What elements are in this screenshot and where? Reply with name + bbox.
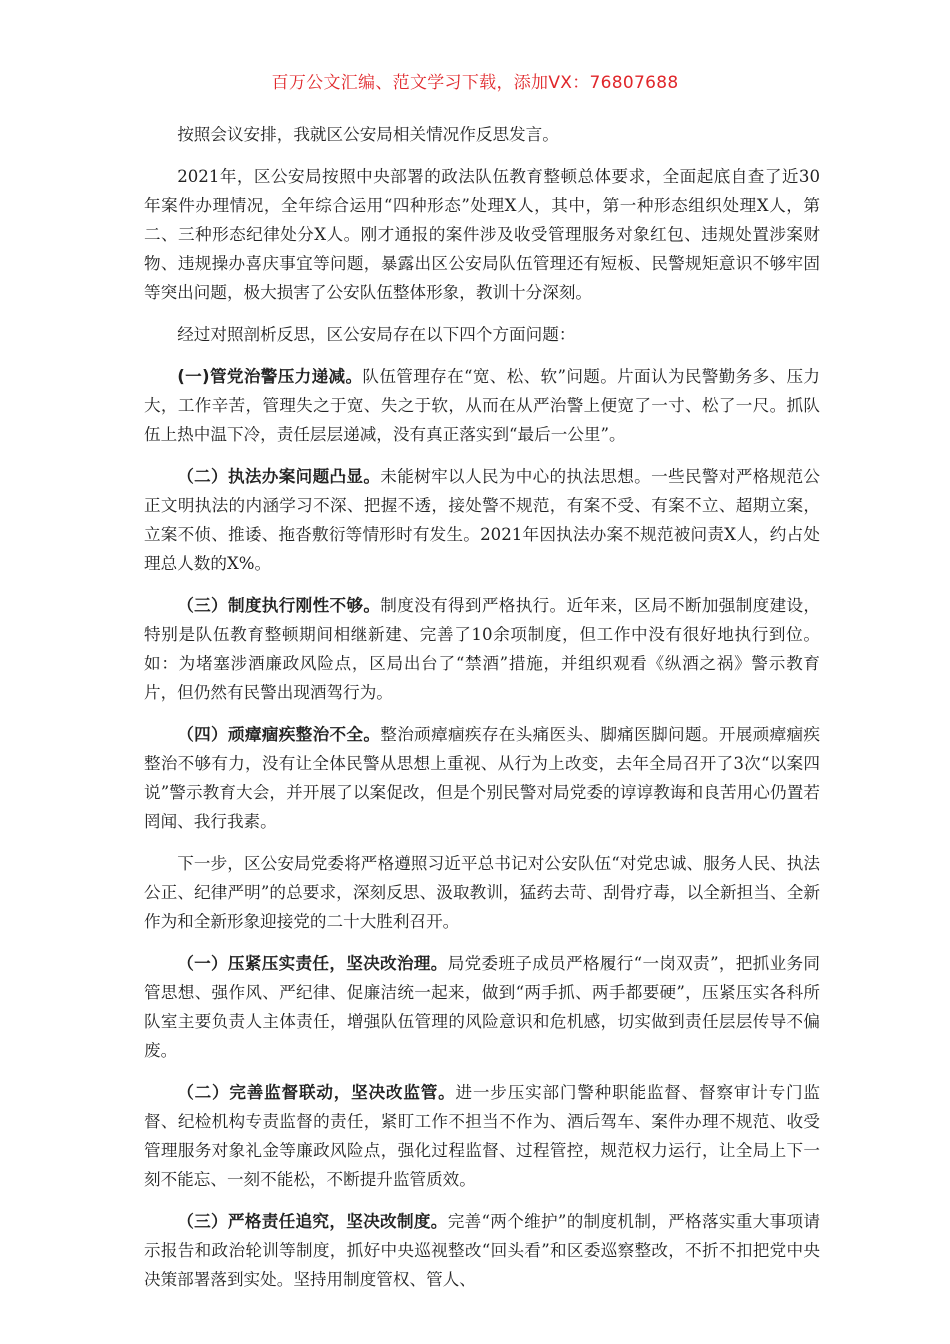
paragraph-text: 2021年，区公安局按照中央部署的政法队伍教育整顿总体要求，全面起底自查了近30年案件办理情况，全年综合运用“四种形态”处理X人，其中，第一种形态组织处理X人，第二、三种形态纪律处分X人。刚才通报的案件涉及收受管理服务对象红包、违规处置涉案财物、违规操办喜庆事宜等问题，暴露出区公安局队伍管理还有短板、民警规矩意识不够牢固等突出问题，极大损害了公安队伍整体形象，教训十分深刻。 bbox=[144, 167, 820, 302]
paragraph-heading: （三）制度执行刚性不够。 bbox=[177, 596, 381, 615]
paragraph-heading: （二）执法办案问题凸显。 bbox=[177, 467, 381, 486]
paragraph-heading: （三）严格责任追究，坚决改制度。 bbox=[177, 1212, 448, 1231]
paragraph bbox=[144, 1207, 820, 1294]
paragraph-text: 未能树牢以人民为中心的执法思想。一些民警对严格规范公正文明执法的内涵学习不深、把握不透，接处警不规范，有案不受、有案不立、超期立案，立案不侦、推诿、拖沓敷衍等情形时有发生。2021年因执法办案不规范被问责X人，约占处理总人数的X%。 bbox=[144, 467, 821, 573]
document-body bbox=[144, 120, 820, 1307]
paragraph-text: 经过对照剖析反思，区公安局存在以下四个方面问题： bbox=[177, 325, 576, 344]
paragraph bbox=[144, 1078, 820, 1194]
paragraph-heading: （二）完善监督联动，坚决改监管。 bbox=[177, 1083, 456, 1102]
paragraph-text: 完善“两个维护”的制度机制，严格落实重大事项请示报告和政治轮训等制度，抓好中央巡视整改“回头看”和区委巡察整改，不折不扣把党中央决策部署落到实处。坚持用制度管权、管人、 bbox=[144, 1212, 820, 1289]
paragraph bbox=[144, 120, 820, 149]
paragraph-text: 进一步压实部门警种职能监督、督察审计专门监督、纪检机构专责监督的责任，紧盯工作不担当不作为、酒后驾车、案件办理不规范、收受管理服务对象礼金等廉政风险点，强化过程监督、过程管控，规范权力运行，让全局上下一刻不能忘、一刻不能松，不断提升监管质效。 bbox=[144, 1083, 821, 1189]
paragraph bbox=[144, 591, 820, 707]
paragraph bbox=[144, 462, 820, 578]
paragraph-text: 下一步，区公安局党委将严格遵照习近平总书记对公安队伍“对党忠诚、服务人民、执法公正、纪律严明”的总要求，深刻反思、汲取教训，猛药去苛、刮骨疗毒，以全新担当、全新作为和全新形象迎接党的二十大胜利召开。 bbox=[144, 854, 820, 931]
paragraph bbox=[144, 720, 820, 836]
paragraph-heading: （四）顽瘴痼疾整治不全。 bbox=[177, 725, 381, 744]
paragraph bbox=[144, 949, 820, 1065]
paragraph-text: 制度没有得到严格执行。近年来，区局不断加强制度建设，特别是队伍教育整顿期间相继新建、完善了10余项制度，但工作中没有很好地执行到位。如：为堵塞涉酒廉政风险点，区局出台了“禁酒”措施，并组织观看《纵酒之祸》警示教育片，但仍然有民警出现酒驾行为。 bbox=[144, 596, 821, 702]
paragraph bbox=[144, 162, 820, 307]
paragraph-text: 按照会议安排，我就区公安局相关情况作反思发言。 bbox=[177, 125, 559, 144]
paragraph-heading: （一）压紧压实责任，坚决改治理。 bbox=[177, 954, 448, 973]
header-banner: 百万公文汇编、范文学习下载，添加VX：76807688 bbox=[271, 73, 679, 93]
paragraph-text: 队伍管理存在“宽、松、软”问题。片面认为民警勤务多、压力大，工作辛苦，管理失之于宽、失之于软，从而在从严治警上便宽了一寸、松了一尺。抓队伍上热中温下冷，责任层层递减，没有真正落实到“最后一公里”。 bbox=[144, 367, 820, 444]
paragraph bbox=[144, 362, 820, 449]
paragraph-heading: (一)管党治警压力递减。 bbox=[177, 367, 363, 386]
paragraph bbox=[144, 320, 820, 349]
paragraph-text: 整治顽瘴痼疾存在头痛医头、脚痛医脚问题。开展顽瘴痼疾整治不够有力，没有让全体民警从思想上重视、从行为上改变，去年全局召开了3次“以案四说”警示教育大会，并开展了以案促改，但是个别民警对局党委的谆谆教诲和良苦用心仍置若罔闻、我行我素。 bbox=[144, 725, 821, 831]
paragraph bbox=[144, 849, 820, 936]
paragraph-text: 局党委班子成员严格履行“一岗双责”，把抓业务同管思想、强作风、严纪律、促廉洁统一起来，做到“两手抓、两手都要硬”，压紧压实各科所队室主要负责人主体责任，增强队伍管理的风险意识和危机感，切实做到责任层层传导不偏废。 bbox=[144, 954, 820, 1060]
